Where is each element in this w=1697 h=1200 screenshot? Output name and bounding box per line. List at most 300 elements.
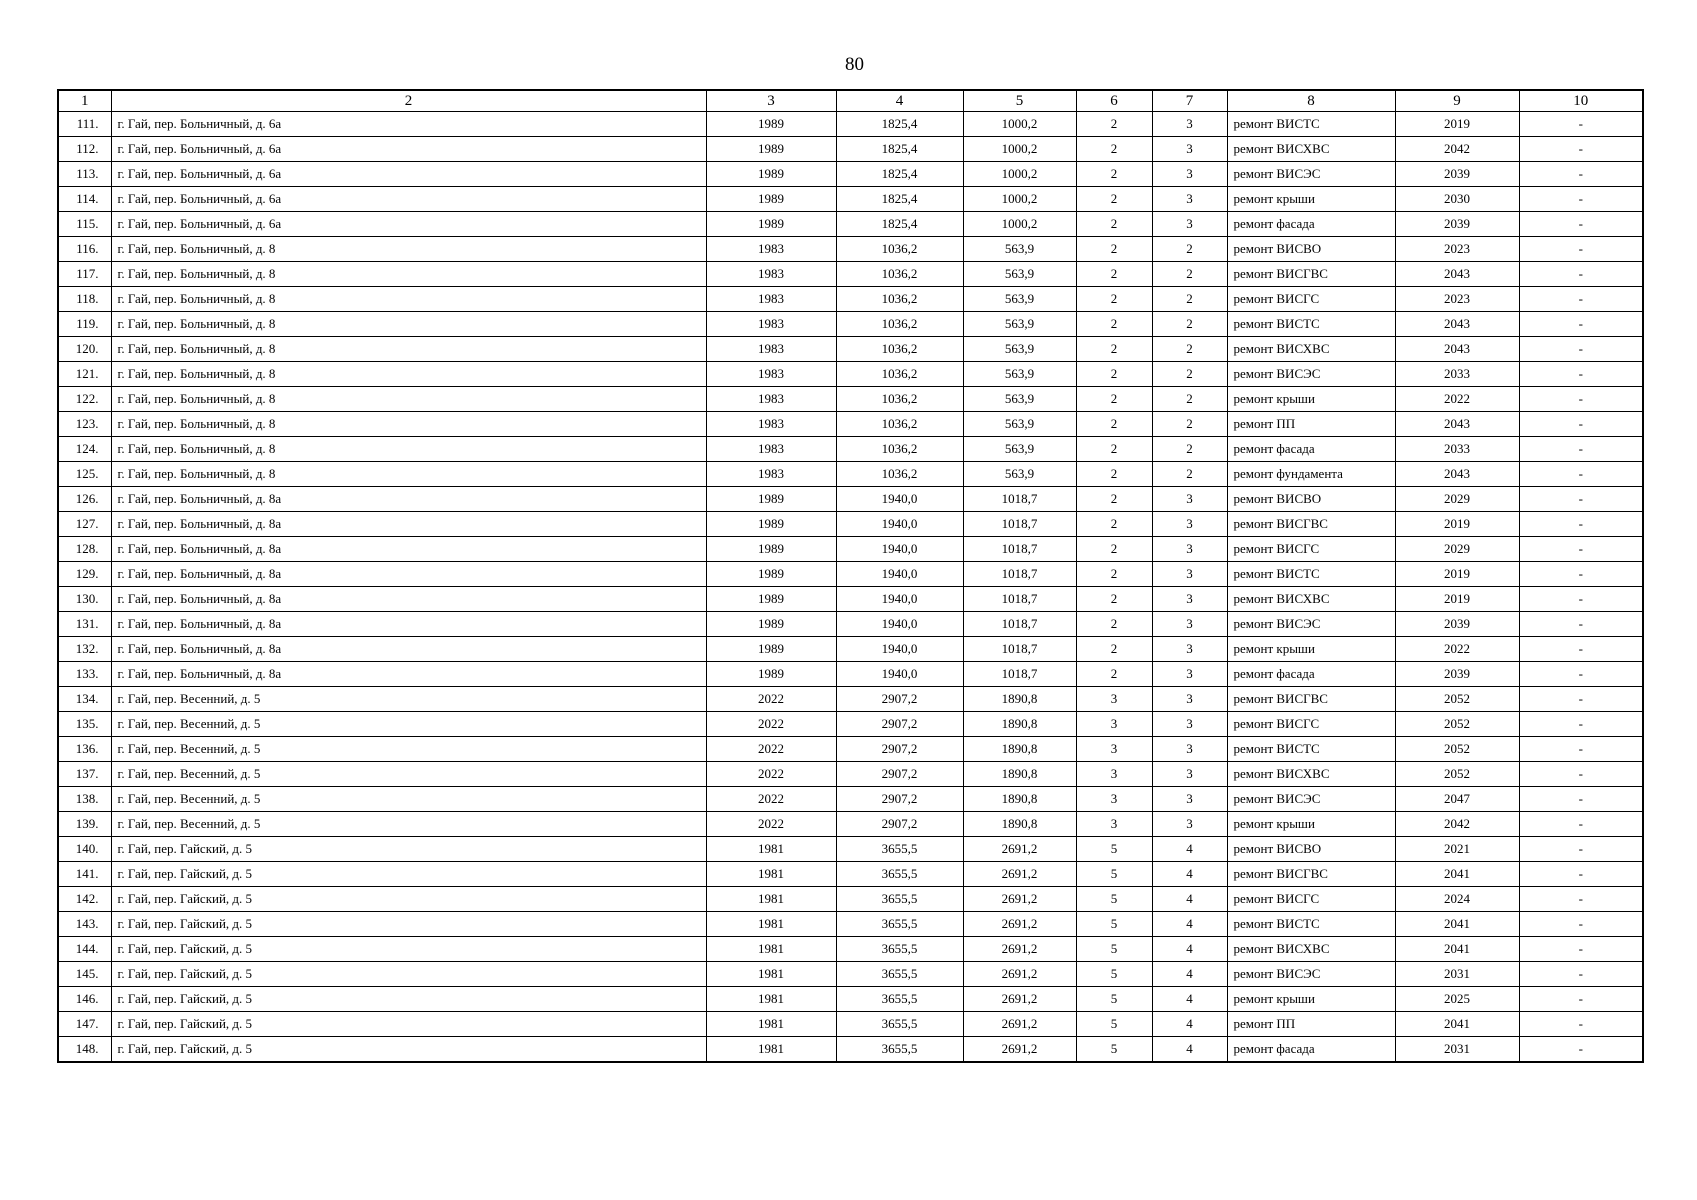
total-area-cell: 3655,5 (836, 1037, 963, 1063)
total-area-cell: 1036,2 (836, 362, 963, 387)
total-area-cell: 3655,5 (836, 937, 963, 962)
note-cell: - (1519, 237, 1643, 262)
row-number-cell: 147. (58, 1012, 111, 1037)
row-number-cell: 140. (58, 837, 111, 862)
construction-year-cell: 1989 (706, 487, 836, 512)
work-type-cell: ремонт фасада (1227, 437, 1395, 462)
construction-year-cell: 1983 (706, 262, 836, 287)
entrances-cell: 3 (1152, 187, 1227, 212)
table-row (58, 462, 1643, 487)
work-type-cell: ремонт ВИСЭС (1227, 162, 1395, 187)
work-type-cell: ремонт ВИСВО (1227, 487, 1395, 512)
planned-year-cell: 2023 (1395, 237, 1519, 262)
floors-cell: 5 (1076, 962, 1152, 987)
table-row (58, 237, 1643, 262)
entrances-cell: 3 (1152, 562, 1227, 587)
work-type-cell: ремонт ВИСГС (1227, 287, 1395, 312)
living-area-cell: 563,9 (963, 387, 1076, 412)
construction-year-cell: 1989 (706, 162, 836, 187)
work-type-cell: ремонт ВИСХВС (1227, 337, 1395, 362)
column-header: 5 (963, 90, 1076, 112)
floors-cell: 5 (1076, 862, 1152, 887)
table-row (58, 687, 1643, 712)
note-cell: - (1519, 212, 1643, 237)
living-area-cell: 2691,2 (963, 962, 1076, 987)
entrances-cell: 3 (1152, 737, 1227, 762)
table-row (58, 637, 1643, 662)
table-row (58, 762, 1643, 787)
work-type-cell: ремонт крыши (1227, 387, 1395, 412)
address-cell: г. Гай, пер. Весенний, д. 5 (111, 712, 706, 737)
note-cell: - (1519, 162, 1643, 187)
living-area-cell: 1000,2 (963, 162, 1076, 187)
address-cell: г. Гай, пер. Весенний, д. 5 (111, 687, 706, 712)
construction-year-cell: 1981 (706, 837, 836, 862)
entrances-cell: 3 (1152, 787, 1227, 812)
living-area-cell: 1018,7 (963, 512, 1076, 537)
floors-cell: 2 (1076, 137, 1152, 162)
total-area-cell: 3655,5 (836, 912, 963, 937)
planned-year-cell: 2042 (1395, 137, 1519, 162)
work-type-cell: ремонт ПП (1227, 412, 1395, 437)
living-area-cell: 1890,8 (963, 737, 1076, 762)
address-cell: г. Гай, пер. Больничный, д. 8а (111, 637, 706, 662)
planned-year-cell: 2041 (1395, 1012, 1519, 1037)
row-number-cell: 142. (58, 887, 111, 912)
table-row (58, 487, 1643, 512)
note-cell: - (1519, 187, 1643, 212)
construction-year-cell: 1983 (706, 237, 836, 262)
row-number-cell: 126. (58, 487, 111, 512)
work-type-cell: ремонт ВИСГВС (1227, 512, 1395, 537)
table-row (58, 837, 1643, 862)
note-cell: - (1519, 437, 1643, 462)
entrances-cell: 3 (1152, 687, 1227, 712)
construction-year-cell: 1981 (706, 962, 836, 987)
work-type-cell: ремонт ВИСВО (1227, 837, 1395, 862)
row-number-cell: 129. (58, 562, 111, 587)
construction-year-cell: 1983 (706, 337, 836, 362)
note-cell: - (1519, 512, 1643, 537)
table-row (58, 587, 1643, 612)
note-cell: - (1519, 462, 1643, 487)
entrances-cell: 2 (1152, 337, 1227, 362)
living-area-cell: 563,9 (963, 437, 1076, 462)
table-row (58, 662, 1643, 687)
entrances-cell: 3 (1152, 662, 1227, 687)
planned-year-cell: 2039 (1395, 662, 1519, 687)
construction-year-cell: 1989 (706, 137, 836, 162)
column-header: 7 (1152, 90, 1227, 112)
living-area-cell: 1000,2 (963, 187, 1076, 212)
address-cell: г. Гай, пер. Больничный, д. 8 (111, 362, 706, 387)
planned-year-cell: 2033 (1395, 362, 1519, 387)
entrances-cell: 2 (1152, 287, 1227, 312)
note-cell: - (1519, 362, 1643, 387)
row-number-cell: 112. (58, 137, 111, 162)
living-area-cell: 1890,8 (963, 687, 1076, 712)
planned-year-cell: 2047 (1395, 787, 1519, 812)
entrances-cell: 3 (1152, 212, 1227, 237)
note-cell: - (1519, 737, 1643, 762)
note-cell: - (1519, 962, 1643, 987)
entrances-cell: 2 (1152, 437, 1227, 462)
living-area-cell: 1000,2 (963, 212, 1076, 237)
living-area-cell: 1018,7 (963, 487, 1076, 512)
living-area-cell: 1018,7 (963, 562, 1076, 587)
living-area-cell: 1018,7 (963, 662, 1076, 687)
construction-year-cell: 2022 (706, 712, 836, 737)
note-cell: - (1519, 987, 1643, 1012)
table-row (58, 162, 1643, 187)
table-row (58, 712, 1643, 737)
table-row (58, 512, 1643, 537)
planned-year-cell: 2043 (1395, 312, 1519, 337)
total-area-cell: 3655,5 (836, 837, 963, 862)
floors-cell: 3 (1076, 712, 1152, 737)
note-cell: - (1519, 687, 1643, 712)
note-cell: - (1519, 287, 1643, 312)
living-area-cell: 2691,2 (963, 912, 1076, 937)
address-cell: г. Гай, пер. Больничный, д. 8 (111, 262, 706, 287)
floors-cell: 2 (1076, 537, 1152, 562)
planned-year-cell: 2024 (1395, 887, 1519, 912)
repair-schedule-table (57, 89, 1644, 1063)
work-type-cell: ремонт фасада (1227, 662, 1395, 687)
living-area-cell: 563,9 (963, 312, 1076, 337)
floors-cell: 5 (1076, 1012, 1152, 1037)
work-type-cell: ремонт ВИСЭС (1227, 362, 1395, 387)
total-area-cell: 1825,4 (836, 137, 963, 162)
construction-year-cell: 1989 (706, 562, 836, 587)
total-area-cell: 2907,2 (836, 787, 963, 812)
table-row (58, 387, 1643, 412)
note-cell: - (1519, 837, 1643, 862)
construction-year-cell: 1989 (706, 662, 836, 687)
planned-year-cell: 2052 (1395, 762, 1519, 787)
work-type-cell: ремонт ВИСТС (1227, 912, 1395, 937)
row-number-cell: 132. (58, 637, 111, 662)
address-cell: г. Гай, пер. Больничный, д. 8 (111, 337, 706, 362)
planned-year-cell: 2041 (1395, 862, 1519, 887)
total-area-cell: 1940,0 (836, 587, 963, 612)
entrances-cell: 3 (1152, 137, 1227, 162)
floors-cell: 2 (1076, 612, 1152, 637)
construction-year-cell: 1989 (706, 612, 836, 637)
construction-year-cell: 2022 (706, 737, 836, 762)
floors-cell: 2 (1076, 462, 1152, 487)
address-cell: г. Гай, пер. Больничный, д. 6а (111, 212, 706, 237)
work-type-cell: ремонт ВИСТС (1227, 737, 1395, 762)
column-header: 3 (706, 90, 836, 112)
planned-year-cell: 2031 (1395, 962, 1519, 987)
planned-year-cell: 2030 (1395, 187, 1519, 212)
floors-cell: 5 (1076, 1037, 1152, 1063)
note-cell: - (1519, 412, 1643, 437)
table-row (58, 912, 1643, 937)
living-area-cell: 1018,7 (963, 612, 1076, 637)
table-row (58, 262, 1643, 287)
construction-year-cell: 2022 (706, 812, 836, 837)
construction-year-cell: 1989 (706, 512, 836, 537)
total-area-cell: 1036,2 (836, 237, 963, 262)
construction-year-cell: 1983 (706, 362, 836, 387)
floors-cell: 2 (1076, 562, 1152, 587)
entrances-cell: 4 (1152, 937, 1227, 962)
work-type-cell: ремонт ПП (1227, 1012, 1395, 1037)
work-type-cell: ремонт ВИСТС (1227, 112, 1395, 137)
entrances-cell: 3 (1152, 487, 1227, 512)
floors-cell: 2 (1076, 212, 1152, 237)
planned-year-cell: 2031 (1395, 1037, 1519, 1063)
total-area-cell: 1940,0 (836, 512, 963, 537)
address-cell: г. Гай, пер. Больничный, д. 8 (111, 287, 706, 312)
planned-year-cell: 2043 (1395, 462, 1519, 487)
construction-year-cell: 1989 (706, 112, 836, 137)
work-type-cell: ремонт ВИСГС (1227, 712, 1395, 737)
planned-year-cell: 2052 (1395, 712, 1519, 737)
work-type-cell: ремонт ВИСГВС (1227, 862, 1395, 887)
entrances-cell: 2 (1152, 312, 1227, 337)
entrances-cell: 2 (1152, 262, 1227, 287)
address-cell: г. Гай, пер. Гайский, д. 5 (111, 987, 706, 1012)
floors-cell: 3 (1076, 812, 1152, 837)
row-number-cell: 111. (58, 112, 111, 137)
planned-year-cell: 2043 (1395, 337, 1519, 362)
entrances-cell: 3 (1152, 512, 1227, 537)
row-number-cell: 128. (58, 537, 111, 562)
work-type-cell: ремонт фасада (1227, 1037, 1395, 1063)
planned-year-cell: 2043 (1395, 262, 1519, 287)
planned-year-cell: 2021 (1395, 837, 1519, 862)
work-type-cell: ремонт фундамента (1227, 462, 1395, 487)
floors-cell: 2 (1076, 262, 1152, 287)
construction-year-cell: 1981 (706, 887, 836, 912)
entrances-cell: 4 (1152, 987, 1227, 1012)
address-cell: г. Гай, пер. Больничный, д. 8 (111, 412, 706, 437)
column-header: 8 (1227, 90, 1395, 112)
floors-cell: 3 (1076, 762, 1152, 787)
construction-year-cell: 1989 (706, 187, 836, 212)
total-area-cell: 1036,2 (836, 437, 963, 462)
living-area-cell: 2691,2 (963, 837, 1076, 862)
floors-cell: 5 (1076, 912, 1152, 937)
table-row (58, 737, 1643, 762)
work-type-cell: ремонт ВИСХВС (1227, 762, 1395, 787)
total-area-cell: 1825,4 (836, 212, 963, 237)
row-number-cell: 121. (58, 362, 111, 387)
address-cell: г. Гай, пер. Больничный, д. 8а (111, 612, 706, 637)
column-header: 4 (836, 90, 963, 112)
floors-cell: 2 (1076, 587, 1152, 612)
living-area-cell: 1018,7 (963, 587, 1076, 612)
construction-year-cell: 1981 (706, 862, 836, 887)
entrances-cell: 3 (1152, 112, 1227, 137)
floors-cell: 3 (1076, 687, 1152, 712)
construction-year-cell: 1983 (706, 312, 836, 337)
floors-cell: 2 (1076, 487, 1152, 512)
living-area-cell: 563,9 (963, 337, 1076, 362)
row-number-cell: 143. (58, 912, 111, 937)
work-type-cell: ремонт ВИСЭС (1227, 962, 1395, 987)
note-cell: - (1519, 662, 1643, 687)
row-number-cell: 113. (58, 162, 111, 187)
address-cell: г. Гай, пер. Больничный, д. 8а (111, 487, 706, 512)
address-cell: г. Гай, пер. Гайский, д. 5 (111, 837, 706, 862)
row-number-cell: 135. (58, 712, 111, 737)
living-area-cell: 1890,8 (963, 712, 1076, 737)
address-cell: г. Гай, пер. Гайский, д. 5 (111, 937, 706, 962)
planned-year-cell: 2042 (1395, 812, 1519, 837)
row-number-cell: 138. (58, 787, 111, 812)
entrances-cell: 3 (1152, 537, 1227, 562)
total-area-cell: 1036,2 (836, 412, 963, 437)
construction-year-cell: 1989 (706, 587, 836, 612)
work-type-cell: ремонт фасада (1227, 212, 1395, 237)
note-cell: - (1519, 937, 1643, 962)
address-cell: г. Гай, пер. Весенний, д. 5 (111, 737, 706, 762)
planned-year-cell: 2043 (1395, 412, 1519, 437)
planned-year-cell: 2041 (1395, 937, 1519, 962)
planned-year-cell: 2025 (1395, 987, 1519, 1012)
living-area-cell: 2691,2 (963, 987, 1076, 1012)
entrances-cell: 4 (1152, 862, 1227, 887)
address-cell: г. Гай, пер. Весенний, д. 5 (111, 762, 706, 787)
floors-cell: 5 (1076, 837, 1152, 862)
planned-year-cell: 2022 (1395, 387, 1519, 412)
table-row (58, 962, 1643, 987)
planned-year-cell: 2033 (1395, 437, 1519, 462)
address-cell: г. Гай, пер. Больничный, д. 6а (111, 112, 706, 137)
row-number-cell: 116. (58, 237, 111, 262)
row-number-cell: 130. (58, 587, 111, 612)
total-area-cell: 1940,0 (836, 537, 963, 562)
planned-year-cell: 2039 (1395, 612, 1519, 637)
planned-year-cell: 2029 (1395, 487, 1519, 512)
construction-year-cell: 1983 (706, 387, 836, 412)
work-type-cell: ремонт ВИСГВС (1227, 262, 1395, 287)
address-cell: г. Гай, пер. Больничный, д. 8 (111, 387, 706, 412)
construction-year-cell: 2022 (706, 762, 836, 787)
total-area-cell: 1036,2 (836, 287, 963, 312)
total-area-cell: 2907,2 (836, 762, 963, 787)
address-cell: г. Гай, пер. Больничный, д. 6а (111, 137, 706, 162)
work-type-cell: ремонт ВИСГС (1227, 887, 1395, 912)
floors-cell: 2 (1076, 187, 1152, 212)
address-cell: г. Гай, пер. Гайский, д. 5 (111, 1037, 706, 1063)
living-area-cell: 2691,2 (963, 862, 1076, 887)
construction-year-cell: 1983 (706, 412, 836, 437)
row-number-cell: 134. (58, 687, 111, 712)
address-cell: г. Гай, пер. Гайский, д. 5 (111, 862, 706, 887)
total-area-cell: 3655,5 (836, 962, 963, 987)
note-cell: - (1519, 387, 1643, 412)
work-type-cell: ремонт ВИСГВС (1227, 687, 1395, 712)
column-header: 10 (1519, 90, 1643, 112)
column-header: 2 (111, 90, 706, 112)
note-cell: - (1519, 762, 1643, 787)
living-area-cell: 1018,7 (963, 537, 1076, 562)
address-cell: г. Гай, пер. Больничный, д. 8а (111, 562, 706, 587)
table-row (58, 112, 1643, 137)
living-area-cell: 1890,8 (963, 787, 1076, 812)
address-cell: г. Гай, пер. Больничный, д. 8а (111, 512, 706, 537)
address-cell: г. Гай, пер. Весенний, д. 5 (111, 787, 706, 812)
entrances-cell: 4 (1152, 1012, 1227, 1037)
table-row (58, 1037, 1643, 1063)
planned-year-cell: 2022 (1395, 637, 1519, 662)
entrances-cell: 4 (1152, 912, 1227, 937)
living-area-cell: 563,9 (963, 462, 1076, 487)
floors-cell: 2 (1076, 512, 1152, 537)
entrances-cell: 3 (1152, 637, 1227, 662)
floors-cell: 2 (1076, 637, 1152, 662)
construction-year-cell: 1981 (706, 937, 836, 962)
address-cell: г. Гай, пер. Весенний, д. 5 (111, 812, 706, 837)
work-type-cell: ремонт крыши (1227, 637, 1395, 662)
entrances-cell: 2 (1152, 462, 1227, 487)
total-area-cell: 3655,5 (836, 862, 963, 887)
floors-cell: 2 (1076, 162, 1152, 187)
living-area-cell: 2691,2 (963, 937, 1076, 962)
table-row (58, 312, 1643, 337)
table-row (58, 537, 1643, 562)
table-row (58, 362, 1643, 387)
address-cell: г. Гай, пер. Гайский, д. 5 (111, 1012, 706, 1037)
living-area-cell: 1018,7 (963, 637, 1076, 662)
total-area-cell: 1036,2 (836, 387, 963, 412)
note-cell: - (1519, 787, 1643, 812)
address-cell: г. Гай, пер. Больничный, д. 8а (111, 537, 706, 562)
construction-year-cell: 1983 (706, 462, 836, 487)
entrances-cell: 2 (1152, 412, 1227, 437)
entrances-cell: 3 (1152, 612, 1227, 637)
table-row (58, 987, 1643, 1012)
entrances-cell: 3 (1152, 812, 1227, 837)
work-type-cell: ремонт крыши (1227, 187, 1395, 212)
living-area-cell: 563,9 (963, 287, 1076, 312)
total-area-cell: 1036,2 (836, 312, 963, 337)
entrances-cell: 3 (1152, 162, 1227, 187)
total-area-cell: 1036,2 (836, 262, 963, 287)
living-area-cell: 1000,2 (963, 112, 1076, 137)
entrances-cell: 2 (1152, 387, 1227, 412)
row-number-cell: 123. (58, 412, 111, 437)
floors-cell: 5 (1076, 987, 1152, 1012)
total-area-cell: 1940,0 (836, 637, 963, 662)
table-row (58, 812, 1643, 837)
note-cell: - (1519, 487, 1643, 512)
table-row (58, 212, 1643, 237)
row-number-cell: 117. (58, 262, 111, 287)
address-cell: г. Гай, пер. Больничный, д. 8 (111, 462, 706, 487)
floors-cell: 5 (1076, 937, 1152, 962)
total-area-cell: 1940,0 (836, 562, 963, 587)
work-type-cell: ремонт ВИСХВС (1227, 587, 1395, 612)
total-area-cell: 2907,2 (836, 687, 963, 712)
work-type-cell: ремонт ВИСХВС (1227, 937, 1395, 962)
work-type-cell: ремонт ВИСТС (1227, 562, 1395, 587)
address-cell: г. Гай, пер. Больничный, д. 8 (111, 312, 706, 337)
row-number-cell: 125. (58, 462, 111, 487)
construction-year-cell: 1981 (706, 987, 836, 1012)
note-cell: - (1519, 887, 1643, 912)
table-row (58, 887, 1643, 912)
construction-year-cell: 1981 (706, 912, 836, 937)
total-area-cell: 1825,4 (836, 187, 963, 212)
note-cell: - (1519, 587, 1643, 612)
work-type-cell: ремонт ВИСВО (1227, 237, 1395, 262)
